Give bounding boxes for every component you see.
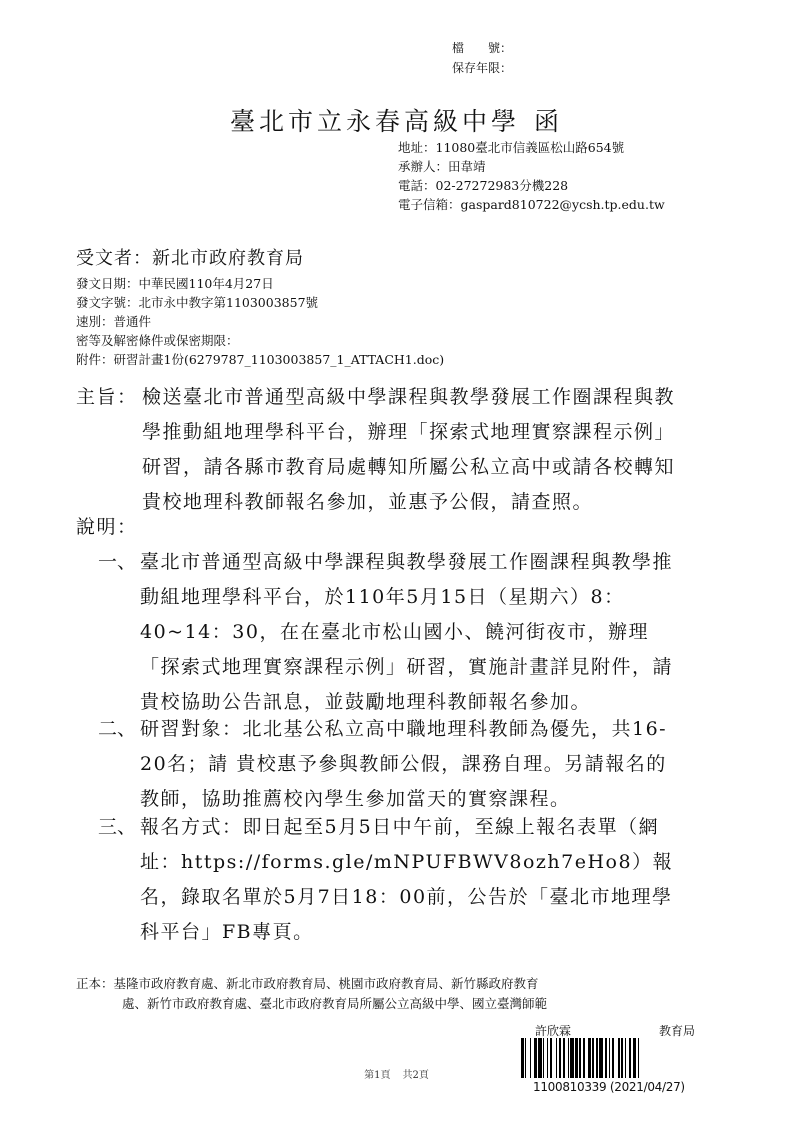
barcode-number: 1100810339 (2021/04/27) xyxy=(533,1080,685,1094)
item-number: 三、 xyxy=(98,816,137,838)
delivery-speed: 速別：普通件 xyxy=(76,314,152,329)
retention-period-label: 保存年限： xyxy=(452,61,513,75)
explanation-label: 說明： xyxy=(76,516,138,538)
contact-block xyxy=(398,138,665,214)
explanation-item xyxy=(98,810,675,950)
document-title xyxy=(0,102,793,138)
handler: 承辦人：田韋靖 xyxy=(398,159,486,174)
document-type: 函 xyxy=(534,107,564,136)
item-text: 報名方式：即日起至5月5日中午前，至線上報名表單（網址：https://forms.gle/mNPUFBWV8ozh7eHo8）報名，錄取名單於5月7日18：00前，公告於「臺北市地理學科平台」FB專頁。 xyxy=(140,816,674,943)
receipt-stamp xyxy=(521,1020,699,1098)
secrecy-level: 密等及解密條件或保密期限： xyxy=(76,333,239,348)
carbon-copy xyxy=(76,974,547,1014)
attachment: 附件：研習計畫1份(6279787_1103003857_1_ATTACH1.doc) xyxy=(76,352,445,367)
item-number: 一、 xyxy=(98,551,137,573)
file-number-label: 檔 號： xyxy=(452,41,513,55)
explanation-item xyxy=(98,545,675,720)
subject-label: 主旨： xyxy=(76,386,138,408)
signer-name: 許欣霖 xyxy=(535,1024,572,1038)
explanation-item xyxy=(98,712,675,817)
item-text: 研習對象：北北基公私立高中職地理科教師為優先，共16-20名；請 貴校惠予參與教師公假，課務自理。另請報名的教師，協助推薦校內學生參加當天的實察課程。 xyxy=(140,718,668,810)
cc-line: 正本：基隆市政府教育處、新北市政府教育局、桃園市政府教育局、新竹縣政府教育 xyxy=(76,976,539,991)
subject-section xyxy=(76,380,687,520)
issue-date: 發文日期：中華民國110年4月27日 xyxy=(76,276,274,291)
barcode-bar xyxy=(639,1038,642,1078)
archive-info xyxy=(452,40,512,80)
document-meta xyxy=(76,274,444,369)
department: 教育局 xyxy=(658,1024,695,1038)
issuing-organization: 臺北市立永春高級中學 xyxy=(229,107,520,136)
address: 地址：11080臺北市信義區松山路654號 xyxy=(398,140,625,155)
item-number: 二、 xyxy=(98,718,137,740)
total-pages: 共2頁 xyxy=(402,1070,429,1081)
recipient: 受文者：新北市政府教育局 xyxy=(76,248,304,269)
cc-line: 處、新竹市政府教育處、臺北市政府教育局所屬公立高級中學、國立臺灣師範 xyxy=(122,996,548,1011)
phone: 電話：02-27272983分機228 xyxy=(398,178,569,193)
current-page: 第1頁 xyxy=(364,1070,391,1081)
item-text: 臺北市普通型高級中學課程與教學發展工作圈課程與教學推動組地理學科平台，於110年5月15日（星期六）8：40~14：30，在在臺北市松山國小、饒河街夜市，辦理「探索式地理實察課程示例」研習，實施計畫詳見附件，請 貴校協助公告訊息，並鼓勵地理科教師報名參加。 xyxy=(140,551,674,713)
document-number: 發文字號：北市永中教字第1103003857號 xyxy=(76,295,319,310)
subject-text: 檢送臺北市普通型高級中學課程與教學發展工作圈課程與教學推動組地理學科平台，辦理「探索式地理實察課程示例」研習，請各縣市教育局處轉知所屬公私立高中或請各校轉知貴校地理科教師報名參加，並惠予公假，請查照。 xyxy=(142,386,676,513)
barcode-icon xyxy=(521,1038,699,1078)
email: 電子信箱：gaspard810722@ycsh.tp.edu.tw xyxy=(398,197,665,212)
